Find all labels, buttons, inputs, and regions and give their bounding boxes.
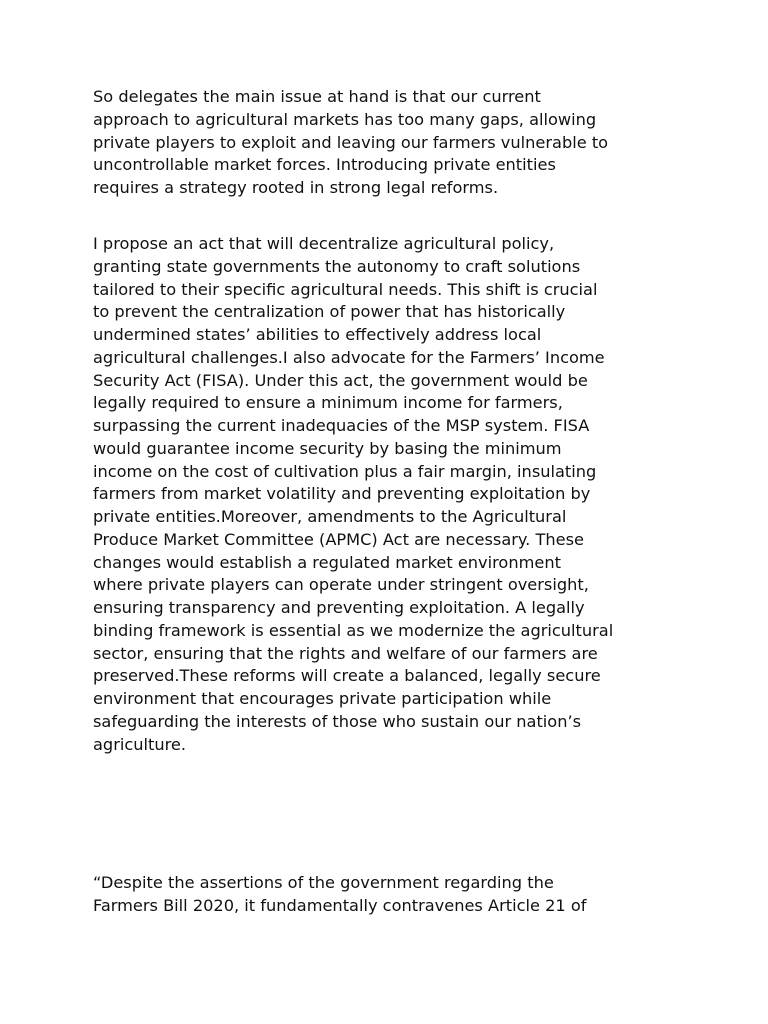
text-line: “Despite the assertions of the government regarding the [93,873,554,892]
text-line: safeguarding the interests of those who sustain our nation’s [93,711,582,731]
text-line: undermined states’ abilities to effectively address local [93,325,542,344]
text-line: approach to agricultural markets has too many gaps, allowing [93,109,597,129]
text-line: granting state governments the autonomy to craft solutions [93,256,581,276]
text-line: preserved.These reforms will create a balanced, legally secure [93,666,601,686]
text-line: agricultural challenges.I also advocate for the Farmers’ Income [93,347,605,367]
text-line: private players to exploit and leaving our farmers vulnerable to [93,132,609,152]
text-line: I propose an act that will decentralize agricultural policy, [93,234,555,253]
text-line: income on the cost of cultivation plus a fair margin, insulating [93,461,597,481]
paragraph-quote [93,872,586,918]
text-line: surpassing the current inadequacies of the MSP system. FISA [93,416,590,435]
text-line: uncontrollable market forces. Introducing private entities [93,155,556,175]
text-line: So delegates the main issue at hand is that our current [93,87,541,106]
text-line: tailored to their specific agricultural needs. This shift is crucial [93,279,598,299]
text-line: legally required to ensure a minimum income for farmers, [93,393,563,413]
paragraph-proposal [93,233,613,756]
text-line: agriculture. [93,734,187,754]
text-line: ensuring transparency and preventing exploitation. A legally [93,598,585,617]
paragraph-intro [93,86,608,200]
text-line: environment that encourages private participation while [93,689,552,708]
text-line: private entities.Moreover, amendments to the Agricultural [93,507,567,526]
text-line: changes would establish a regulated market environment [93,552,561,572]
text-line: to prevent the centralization of power that has historically [93,302,566,322]
text-line: where private players can operate under stringent oversight, [93,575,589,595]
text-line: binding framework is essential as we modernize the agricultural [93,620,614,640]
text-line: requires a strategy rooted in strong legal reforms. [93,178,499,197]
text-line: sector, ensuring that the rights and welfare of our farmers are [93,643,598,663]
text-line: Security Act (FISA). Under this act, the government would be [93,370,588,390]
text-line: farmers from market volatility and preventing exploitation by [93,484,591,504]
text-line: would guarantee income security by basing the minimum [93,438,562,458]
text-line: Farmers Bill 2020, it fundamentally contravenes Article 21 of [93,895,587,915]
text-line: Produce Market Committee (APMC) Act are necessary. These [93,529,584,549]
